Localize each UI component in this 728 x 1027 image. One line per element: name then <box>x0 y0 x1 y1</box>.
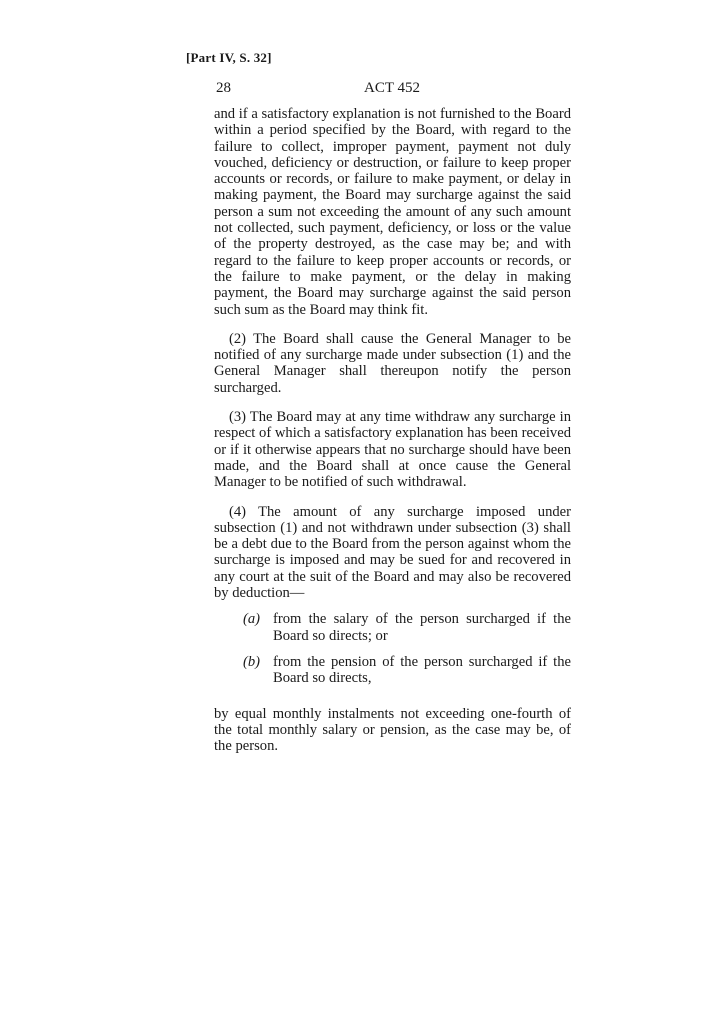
list-label-a: (a) <box>243 611 261 628</box>
list-item-a <box>243 611 571 644</box>
closing-paragraph: by equal monthly instalments not exceeding one-fourth of the total monthly salary or pension, as the case may be, of the person. <box>214 705 571 755</box>
subsection-3: (3) The Board may at any time withdraw any surcharge in respect of which a satisfactory explanation has been received or if it otherwise appears that no surcharge should have been made, and the Board shall at once cause the General Manager to be notified of such withdrawal. <box>214 409 571 491</box>
document-body <box>214 106 571 754</box>
list-item-b <box>243 654 571 687</box>
page-header <box>216 80 571 100</box>
subsection-4: (4) The amount of any surcharge imposed under subsection (1) and not withdrawn under subsection (3) shall be a debt due to the Board from the person against whom the surcharge is imposed and may be sued for and recovered in any court at the suit of the Board and may also be recovered by deduction— <box>214 503 571 602</box>
section-reference: [Part IV, S. 32] <box>186 50 272 65</box>
subsection-2: (2) The Board shall cause the General Manager to be notified of any surcharge made under subsection (1) and the General Manager shall thereupon notify the person surcharged. <box>214 330 571 396</box>
continuation-paragraph: and if a satisfactory explanation is not furnished to the Board within a period specified by the Board, with regard to the failure to collect, improper payment, payment not duly vouched, deficiency or destruction, or failure to keep proper accounts or records, or failure to make payment, or delay in making payment, the Board may surcharge against the said person a sum not exceeding the amount of any such amount not collected, such payment, deficiency, or loss or the value of the property destroyed, as the case may be; and with regard to the failure to keep proper accounts or records, or the failure to make payment, or the delay in making payment, the Board may surcharge against the said person such sum as the Board may think fit. <box>214 106 571 318</box>
list-text-a: from the salary of the person surcharged if the Board so directs; or <box>273 611 571 644</box>
list-text-b: from the pension of the person surcharged if the Board so directs, <box>273 653 571 687</box>
page-number: 28 <box>216 80 231 96</box>
list-label-b: (b) <box>243 653 261 670</box>
act-title: ACT 452 <box>364 80 420 96</box>
